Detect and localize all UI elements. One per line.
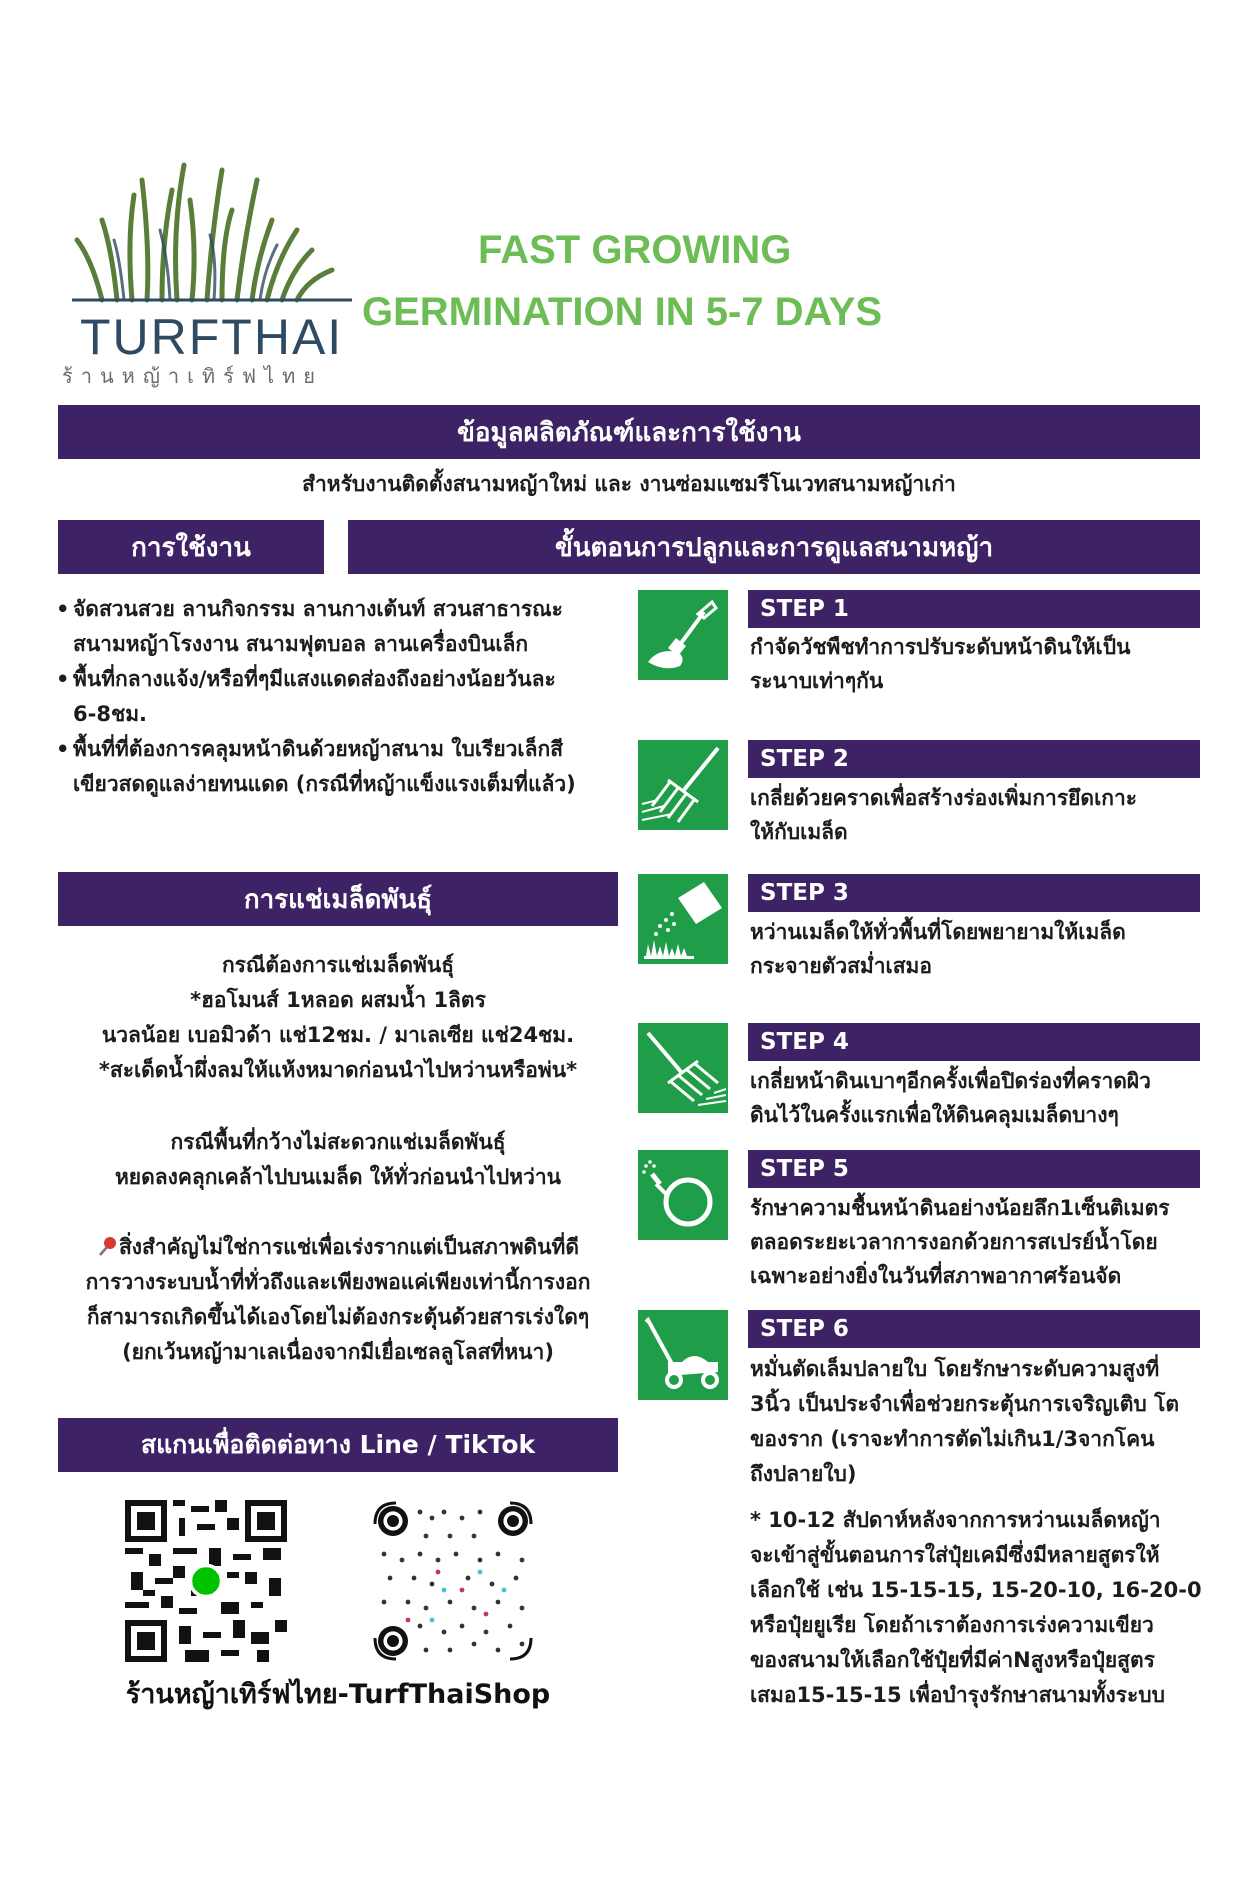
step3-text (750, 915, 1126, 983)
soak-text: สิ่งสำคัญไม่ใช่การแช่เพื่อเร่งรากแต่เป็นสภาพดินที่ดี (118, 1235, 580, 1259)
step5-label: STEP 5 (760, 1156, 849, 1182)
list-item (56, 732, 626, 802)
step3-label: STEP 3 (760, 880, 849, 906)
step-line: หว่านเมล็ดให้ทั่วพื้นที่โดยพยายามให้เมล็ด (750, 920, 1126, 944)
line-qr-code[interactable] (125, 1500, 287, 1662)
step-line: เกลี่ยหน้าดินเบาๆอีกครั้งเพื่อปิดร่องที่คราดผิว (750, 1069, 1151, 1093)
soak-line (52, 1230, 624, 1265)
step-line: หมั่นตัดเล็มปลายใบ โดยรักษาระดับความสูงที่ (750, 1357, 1160, 1381)
note-line: * 10-12 สัปดาห์หลังจากการหว่านเมล็ดหญ้า (750, 1508, 1161, 1532)
step3-label-bar (748, 874, 1200, 912)
soak-line: *ฮอโมนส์ 1หลอด ผสมน้ำ 1ลิตร (190, 988, 486, 1012)
lawn-mower-icon (638, 1310, 728, 1400)
step4-label: STEP 4 (760, 1029, 849, 1055)
note-line: หรือปุ๋ยยูเรีย โดยถ้าเราต้องการเร่งความเขียว (750, 1613, 1154, 1637)
step3-icon-tile (638, 874, 728, 964)
usage-line: • จัดสวนสวย ลานกิจกรรม ลานกางเต้นท์ สวนสาธารณะ (73, 597, 563, 621)
steps-title-bar (348, 520, 1200, 574)
info-subtitle: สำหรับงานติดตั้งสนามหญ้าใหม่ และ งานซ่อมแซมรีโนเวทสนามหญ้าเก่า (302, 472, 956, 496)
usage-title-bar (58, 520, 324, 574)
step-line: กระจายตัวสม่ำเสมอ (750, 954, 933, 978)
step1-label: STEP 1 (760, 596, 849, 622)
soak-para3 (52, 1230, 624, 1370)
step4-icon-tile (638, 1023, 728, 1113)
step5-icon-tile (638, 1150, 728, 1240)
usage-line: • พื้นที่ที่ต้องการคลุมหน้าดินด้วยหญ้าสนาม ใบเรียวเล็กสี (73, 737, 564, 761)
note-line: เลือกใช้ เช่น 15-15-15, 15-20-10, 16-20-0 (750, 1578, 1202, 1602)
note-line: เสมอ15-15-15 เพื่อบำรุงรักษาสนามทั้งระบบ (750, 1683, 1165, 1707)
step4-text (750, 1064, 1151, 1132)
headline-line1: FAST GROWING (478, 228, 792, 272)
step6-icon-tile (638, 1310, 728, 1400)
soak-para2 (58, 1125, 618, 1195)
step1-label-bar (748, 590, 1200, 628)
soak-line: การวางระบบน้ำที่ทั่วถึงและเพียงพอแค่เพียงเท่านี้การงอก (85, 1270, 591, 1294)
step-line: รักษาความชื้นหน้าดินอย่างน้อยลึก1เซ็นติเมตร (750, 1196, 1170, 1220)
tiktok-qr-code[interactable] (372, 1500, 534, 1662)
step1-text (750, 630, 1130, 698)
step-line: ดินไว้ในครั้งแรกเพื่อให้ดินคลุมเมล็ดบางๆ (750, 1103, 1119, 1127)
soak-line: *สะเด็ดน้ำผึ่งลมให้แห้งหมาดก่อนนำไปหว่านหรือพ่น* (98, 1058, 578, 1082)
rake-icon (638, 1023, 728, 1113)
contact-title: สแกนเพื่อติดต่อทาง Line / TikTok (140, 1430, 536, 1459)
step6-label: STEP 6 (760, 1316, 849, 1342)
soak-line: นวลน้อย เบอมิวด้า แช่12ชม. / มาเลเซีย แช่24ชม. (101, 1023, 575, 1047)
usage-line: 6-8ชม. (73, 702, 148, 726)
rake-icon (638, 740, 728, 830)
usage-line: • พื้นที่กลางแจ้ง/หรือที่ๆมีแสงแดดส่องถึงอย่างน้อยวันละ (73, 667, 556, 691)
step-line: กำจัดวัชพืชทำการปรับระดับหน้าดินให้เป็น (750, 635, 1131, 659)
headline-line2: GERMINATION IN 5-7 DAYS (362, 290, 883, 334)
soak-line: กรณีพื้นที่กว้างไม่สะดวกแช่เมล็ดพันธุ์ (170, 1130, 506, 1154)
brand-tagline: ร้านหญ้าเทิร์ฟไทย (62, 364, 323, 388)
step-line: 3นิ้ว เป็นประจำเพื่อช่วยกระตุ้นการเจริญเติบ โต (750, 1392, 1179, 1416)
pushpin-icon (97, 1235, 119, 1257)
step-line: ระนาบเท่าๆกัน (750, 669, 884, 693)
usage-title: การใช้งาน (131, 532, 251, 563)
note-line: จะเข้าสู่ขั้นตอนการใส่ปุ๋ยเคมีซึ่งมีหลายสูตรให้ (750, 1543, 1160, 1567)
step2-text (750, 781, 1137, 849)
brand-logo (62, 150, 362, 390)
line-logo-icon (190, 1565, 221, 1596)
list-item (56, 662, 626, 732)
note-line: ของสนามให้เลือกใช้ปุ๋ยที่มีค่าNสูงหรือปุ๋ยสูตร (750, 1648, 1155, 1672)
soak-line: (ยกเว้นหญ้ามาเลเนื่องจากมีเยื่อเซลลูโลสที่หนา) (122, 1340, 554, 1364)
list-item (56, 592, 626, 662)
seed-bag-icon (638, 874, 728, 964)
step1-icon-tile (638, 590, 728, 680)
step2-label-bar (748, 740, 1200, 778)
soak-line: หยดลงคลุกเคล้าไปบนเมล็ด ให้ทั่วก่อนนำไปหว่าน (114, 1165, 562, 1189)
brand-name: TURFTHAI (80, 309, 344, 365)
grass-logo-icon (72, 150, 352, 310)
step-line: ให้กับเมล็ด (750, 820, 848, 844)
soak-para1 (58, 948, 618, 1088)
shop-name: ร้านหญ้าเทิร์ฟไทย-TurfThaiShop (125, 1679, 551, 1710)
soak-title-bar (58, 872, 618, 926)
step-line: ถึงปลายใบ) (750, 1462, 857, 1486)
step2-icon-tile (638, 740, 728, 830)
step5-text (750, 1191, 1170, 1293)
info-title-bar (58, 405, 1200, 459)
info-title: ข้อมูลผลิตภัณฑ์และการใช้งาน (457, 417, 801, 448)
step-line: เฉพาะอย่างยิ่งในวันที่สภาพอากาศร้อนจัด (750, 1264, 1122, 1288)
step5-label-bar (748, 1150, 1200, 1188)
usage-line: เขียวสดดูแลง่ายทนแดด (กรณีที่หญ้าแข็งแรงเต็มที่แล้ว) (73, 772, 576, 796)
steps-title: ขั้นตอนการปลูกและการดูแลสนามหญ้า (554, 532, 994, 563)
step4-label-bar (748, 1023, 1200, 1061)
step-line: ของราก (เราจะทำการตัดไม่เกิน1/3จากโคน (750, 1427, 1155, 1451)
step-line: เกลี่ยด้วยคราดเพื่อสร้างร่องเพิ่มการยึดเกาะ (750, 786, 1138, 810)
soak-title: การแช่เมล็ดพันธุ์ (243, 884, 433, 915)
step2-label: STEP 2 (760, 746, 849, 772)
step-line: ตลอดระยะเวลาการงอกด้วยการสเปรย์น้ำโดย (750, 1230, 1158, 1254)
contact-title-bar (58, 1418, 618, 1472)
usage-line: สนามหญ้าโรงงาน สนามฟุตบอล ลานเครื่องบินเล็ก (73, 632, 529, 656)
soak-line: กรณีต้องการแช่เมล็ดพันธุ์ (221, 953, 455, 977)
hose-icon (638, 1150, 728, 1240)
step6-label-bar (748, 1310, 1200, 1348)
shovel-icon (638, 590, 728, 680)
fertilizer-note (750, 1503, 1202, 1713)
step6-text (750, 1352, 1179, 1492)
usage-list (56, 592, 626, 802)
soak-line: ก็สามารถเกิดขึ้นได้เองโดยไม่ต้องกระตุ้นด้วยสารเร่งใดๆ (86, 1305, 590, 1329)
